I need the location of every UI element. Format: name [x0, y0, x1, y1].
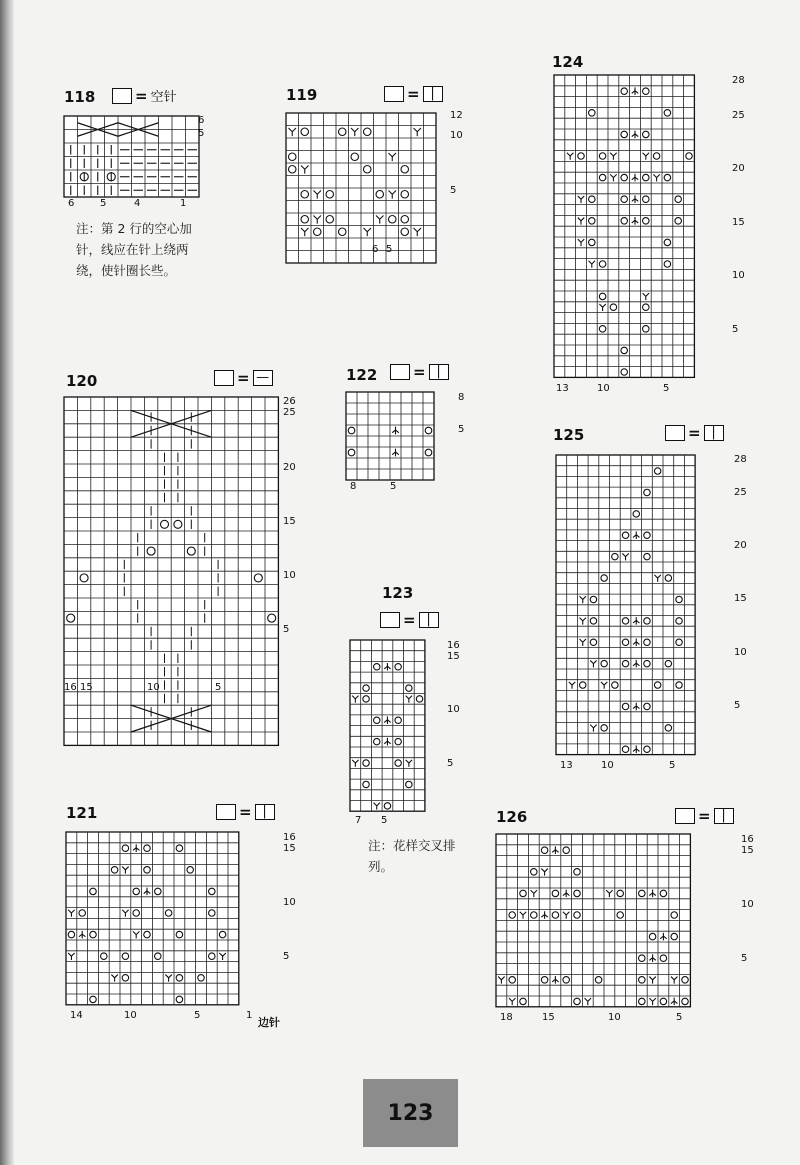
pattern-125-number: 125 — [553, 426, 585, 444]
pattern-121-right-label: 15 — [283, 843, 296, 854]
pattern-126-bottom-label: 5 — [676, 1012, 683, 1023]
equals-sign: = — [407, 85, 420, 103]
pattern-125-legend — [665, 425, 724, 441]
pattern-123-note: 注：花样交叉排列。 — [368, 838, 456, 874]
blank-cell-symbol — [216, 804, 236, 820]
pattern-122-chart — [346, 392, 446, 478]
pattern-124-bottom-label: 13 — [556, 383, 569, 394]
pattern-123-number: 123 — [382, 584, 414, 602]
pattern-118-bottom-label: 5 — [100, 198, 107, 209]
pattern-120-right-label: 20 — [283, 462, 296, 473]
knit-stitch-symbol: | — [419, 612, 439, 628]
blank-cell-symbol — [214, 370, 234, 386]
pattern-120-chart — [64, 397, 280, 679]
pattern-125-right-label: 15 — [734, 593, 747, 604]
pattern-123-chart — [350, 640, 444, 812]
blank-cell-symbol — [380, 612, 400, 628]
pattern-122-number: 122 — [346, 366, 378, 384]
pattern-121-number: 121 — [66, 804, 98, 822]
pattern-125-right-label: 10 — [734, 647, 747, 658]
pattern-126-right-label: 16 — [741, 834, 754, 845]
pattern-118-right-label: 5 — [198, 128, 205, 139]
pattern-123-legend — [380, 612, 439, 628]
pattern-119-right-label: 10 — [450, 130, 463, 141]
pattern-124-right-label: 28 — [732, 75, 745, 86]
pattern-125-bottom-label: 10 — [601, 760, 614, 771]
equals-sign: = — [698, 807, 711, 825]
blank-cell-symbol — [390, 364, 410, 380]
equals-sign: = — [135, 86, 148, 105]
pattern-125-right-label: 25 — [734, 487, 747, 498]
pattern-119-bottom-label: 6 — [372, 244, 379, 255]
pattern-123-bottom-label: 7 — [355, 815, 362, 826]
pattern-125-bottom-label: 5 — [669, 760, 676, 771]
pattern-124-bottom-label: 5 — [663, 383, 670, 394]
pattern-121-chart — [66, 832, 280, 1006]
blank-cell-symbol — [665, 425, 685, 441]
pattern-126-chart — [496, 834, 738, 1008]
pattern-120-right-label: 15 — [283, 516, 296, 527]
pattern-118-legend — [112, 86, 177, 105]
pattern-124-number: 124 — [552, 53, 584, 71]
pattern-119-legend — [384, 86, 443, 102]
pattern-121-bottom-label: 1 — [246, 1010, 253, 1021]
pattern-118-bottom-label: 1 — [180, 198, 187, 209]
pattern-121-right-label: 16 — [283, 832, 296, 843]
pattern-120-right-label: 10 — [283, 570, 296, 581]
pattern-118-number: 118 — [64, 88, 96, 106]
pattern-124-right-label: 20 — [732, 163, 745, 174]
pattern-120-bottom-label: 16 — [64, 682, 77, 693]
pattern-121-bottom-label: 14 — [70, 1010, 83, 1021]
pattern-123-bottom-label: 5 — [381, 815, 388, 826]
pattern-119-chart — [286, 113, 446, 243]
pattern-120-number: 120 — [66, 372, 98, 390]
legend-meaning: 空针 — [150, 90, 177, 105]
equals-sign: = — [688, 424, 701, 442]
blank-cell-symbol — [384, 86, 404, 102]
pattern-124-bottom-label: 10 — [597, 383, 610, 394]
equals-sign: = — [413, 363, 426, 381]
pattern-121-legend — [216, 804, 275, 820]
purl-stitch-symbol: — — [253, 370, 273, 386]
pattern-118-bottom-label: 6 — [68, 198, 75, 209]
pattern-124-right-label: 10 — [732, 270, 745, 281]
knit-stitch-symbol: | — [714, 808, 734, 824]
pattern-125-right-label: 28 — [734, 454, 747, 465]
pattern-118-note: 注：第 2 行的空心加针，线应在针上绕两绕，使针圈长些。 — [76, 221, 192, 278]
pattern-120-bottom-label: 5 — [215, 682, 222, 693]
pattern-126-number: 126 — [496, 808, 528, 826]
pattern-119-number: 119 — [286, 86, 318, 104]
knit-stitch-symbol: | — [704, 425, 724, 441]
pattern-119-right-label: 5 — [450, 185, 457, 196]
page-number: 123 — [363, 1079, 458, 1147]
pattern-123-right-label: 15 — [447, 651, 460, 662]
pattern-126-bottom-label: 18 — [500, 1012, 513, 1023]
pattern-121-right-label: 10 — [283, 897, 296, 908]
pattern-125-right-label: 5 — [734, 700, 741, 711]
pattern-118-chart — [64, 116, 204, 196]
edge-stitch-label: 边针 — [258, 1016, 280, 1029]
pattern-124-right-label: 15 — [732, 217, 745, 228]
pattern-126-right-label: 15 — [741, 845, 754, 856]
pattern-125-bottom-label: 13 — [560, 760, 573, 771]
book-binding-shadow — [0, 0, 14, 1165]
pattern-118-right-label: 6 — [198, 115, 205, 126]
pattern-123-right-label: 10 — [447, 704, 460, 715]
pattern-126-right-label: 5 — [741, 953, 748, 964]
blank-cell-symbol — [675, 808, 695, 824]
knit-stitch-symbol: | — [423, 86, 443, 102]
equals-sign: = — [237, 369, 250, 387]
pattern-121-right-label: 5 — [283, 951, 290, 962]
pattern-124-right-label: 25 — [732, 110, 745, 121]
pattern-125-right-label: 20 — [734, 540, 747, 551]
pattern-126-right-label: 10 — [741, 899, 754, 910]
equals-sign: = — [403, 611, 416, 629]
knit-stitch-symbol: | — [255, 804, 275, 820]
pattern-118-bottom-label: 4 — [134, 198, 141, 209]
pattern-122-bottom-label: 8 — [350, 481, 357, 492]
pattern-126-legend — [675, 808, 734, 824]
pattern-126-bottom-label: 10 — [608, 1012, 621, 1023]
pattern-125-chart — [556, 455, 731, 757]
pattern-121-bottom-label: 10 — [124, 1010, 137, 1021]
pattern-120-bottom-label: 10 — [147, 682, 160, 693]
pattern-123-right-label: 5 — [447, 758, 454, 769]
pattern-122-bottom-label: 5 — [390, 481, 397, 492]
pattern-122-right-label: 8 — [458, 392, 465, 403]
pattern-120-right-label: 26 — [283, 396, 296, 407]
pattern-121-bottom-label: 5 — [194, 1010, 201, 1021]
pattern-119-right-label: 12 — [450, 110, 463, 121]
pattern-119-bottom-label: 5 — [386, 244, 393, 255]
pattern-120-legend — [214, 370, 273, 386]
pattern-124-chart — [554, 75, 729, 380]
pattern-124-right-label: 5 — [732, 324, 739, 335]
equals-sign: = — [239, 803, 252, 821]
blank-cell-symbol — [112, 88, 132, 104]
knit-stitch-symbol: | — [429, 364, 449, 380]
pattern-123-right-label: 16 — [447, 640, 460, 651]
pattern-126-bottom-label: 15 — [542, 1012, 555, 1023]
pattern-120-bottom-label: 15 — [80, 682, 93, 693]
pattern-122-right-label: 5 — [458, 424, 465, 435]
pattern-120-right-label: 25 — [283, 407, 296, 418]
pattern-122-legend — [390, 364, 449, 380]
pattern-120-right-label: 5 — [283, 624, 290, 635]
